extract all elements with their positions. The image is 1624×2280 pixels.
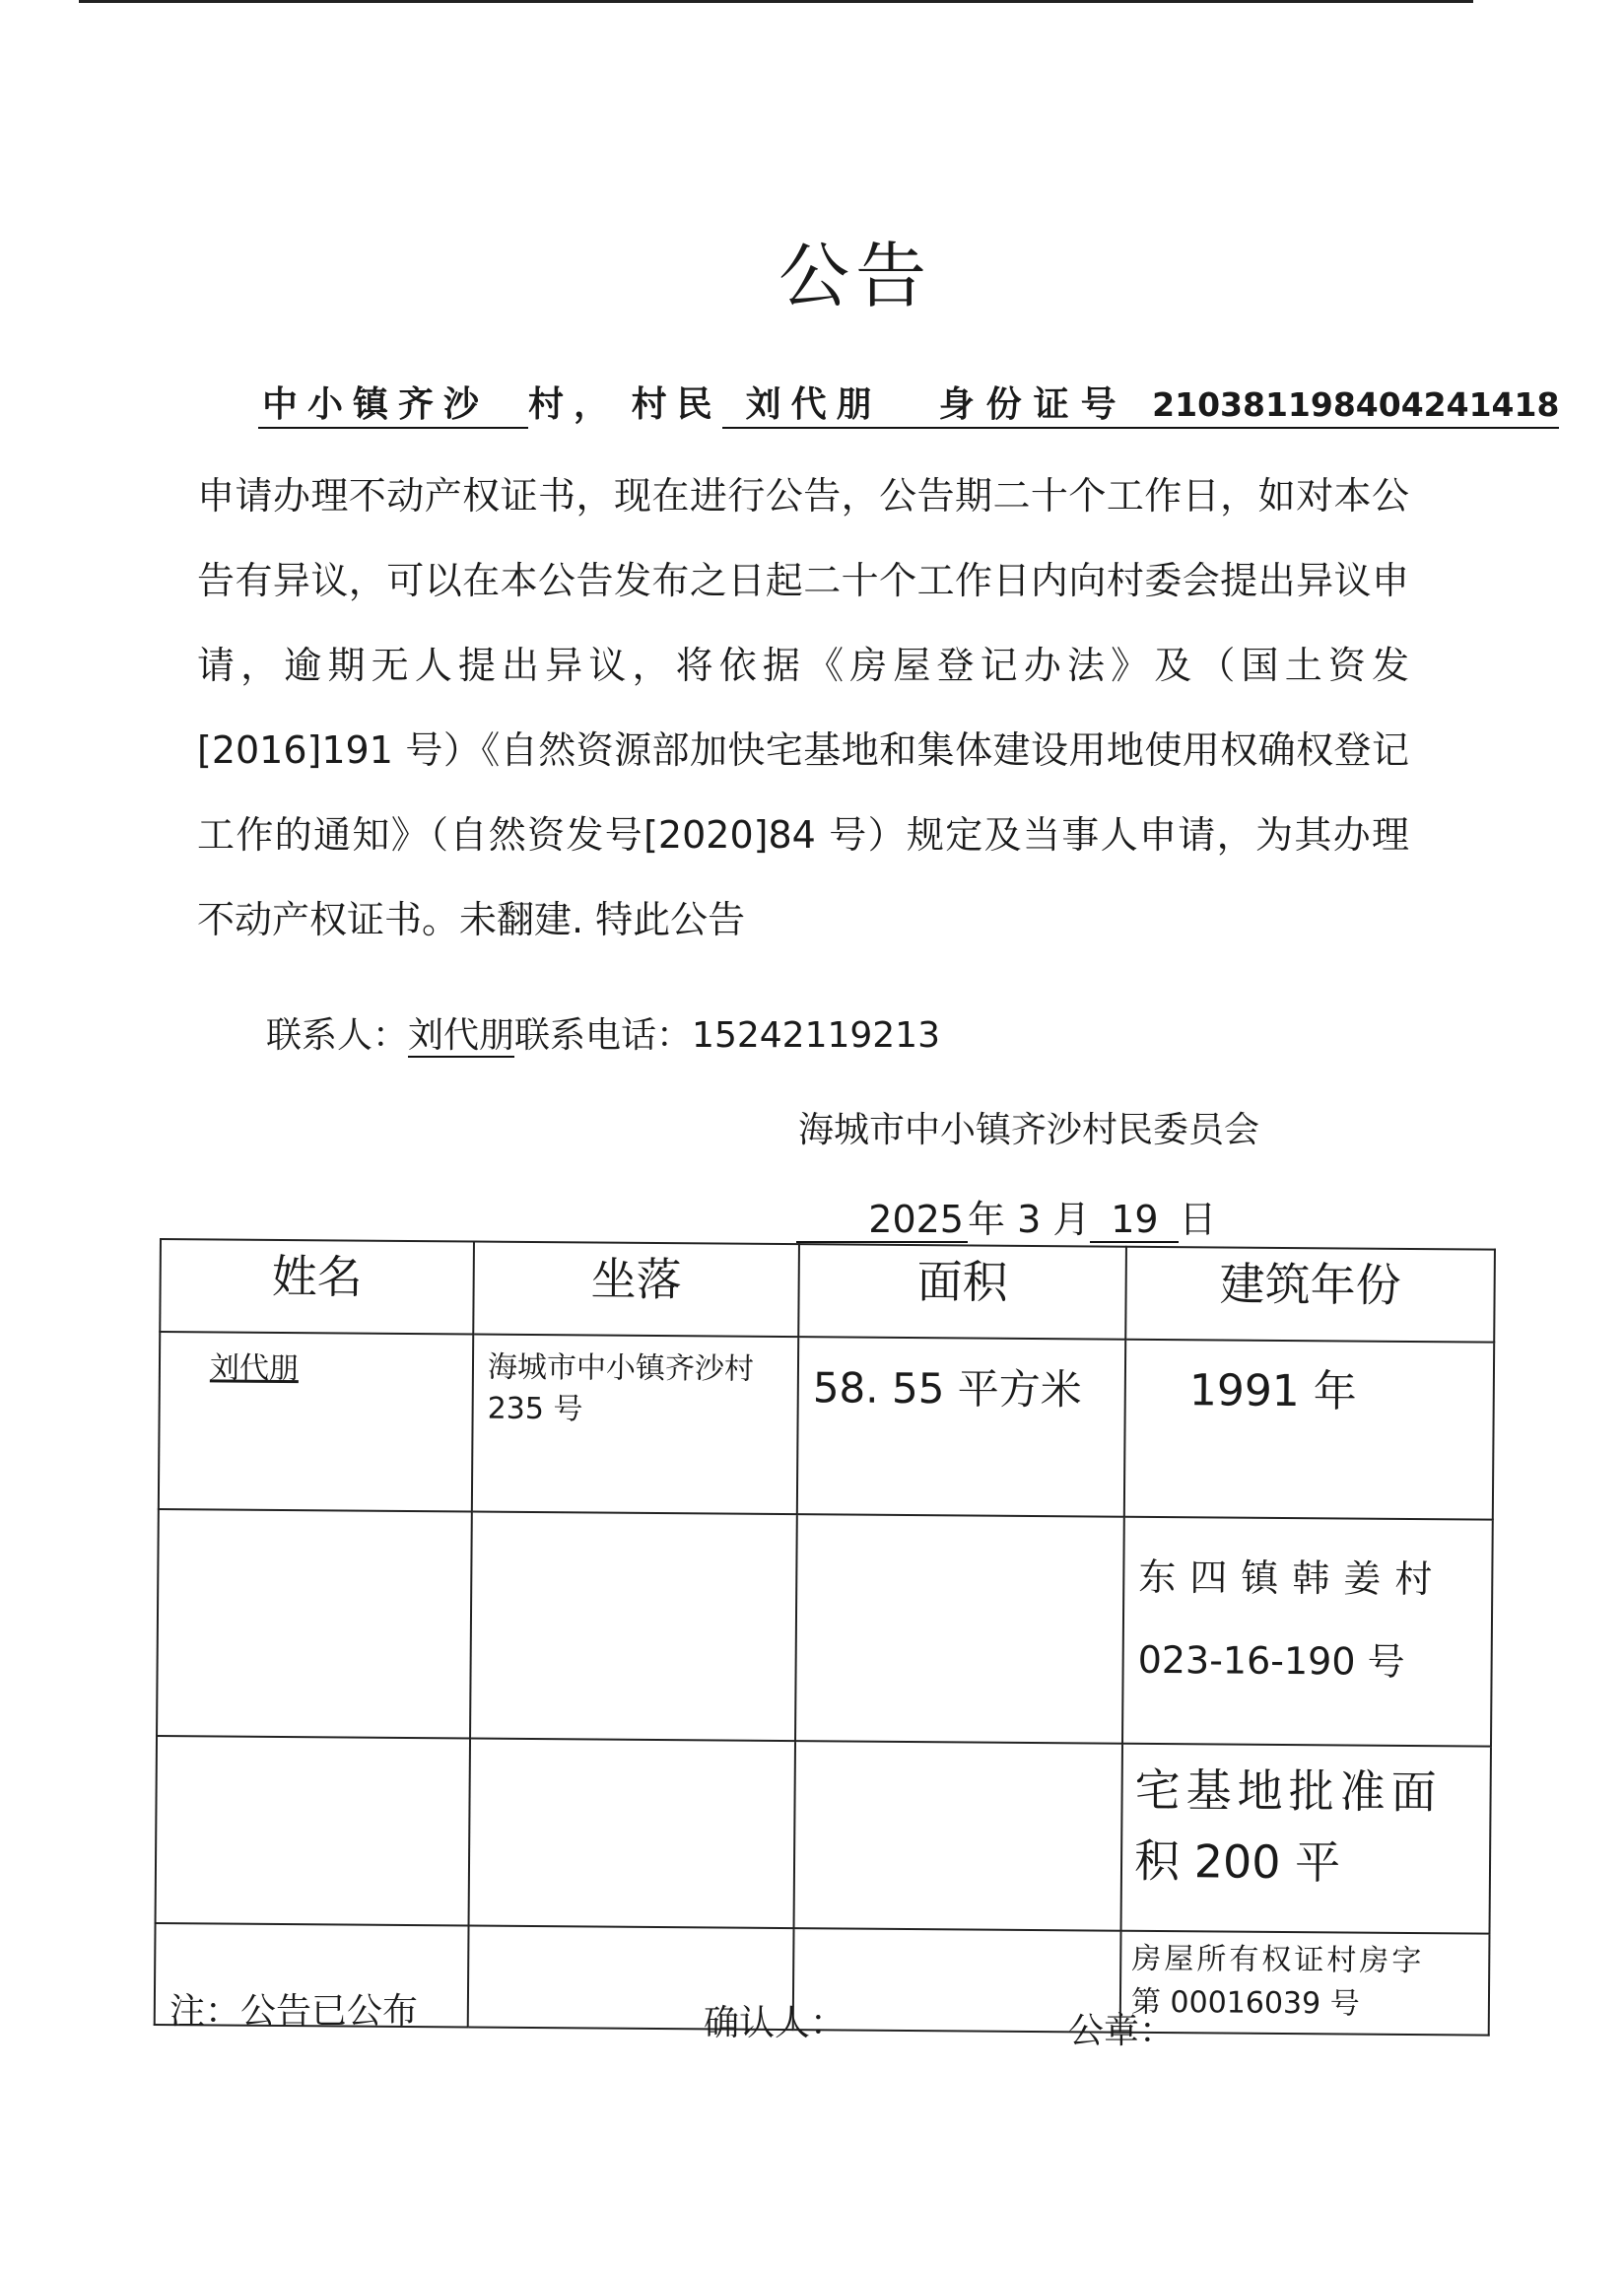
note-village-line1: 东四镇韩姜村 xyxy=(1138,1555,1447,1602)
date-year: 2025 xyxy=(796,1198,968,1243)
date-day-unit: 日 xyxy=(1179,1198,1217,1241)
applicant-name-field xyxy=(722,382,923,429)
table-row xyxy=(159,1332,1494,1520)
id-number: 210381198404241418 xyxy=(1152,385,1560,424)
seal-label: 公章： xyxy=(1068,2011,1176,2051)
empty-cell xyxy=(156,1736,470,1925)
contact-label: 联系人： xyxy=(266,1015,409,1056)
note-certificate-line1: 房屋所有权证村房字 xyxy=(1131,1941,1425,1979)
date-month: 3 xyxy=(1017,1198,1042,1241)
empty-cell xyxy=(795,1514,1124,1744)
header-name: 姓名 xyxy=(160,1239,474,1334)
id-label: 身份证号 xyxy=(938,384,1128,425)
empty-cell xyxy=(157,1509,472,1738)
id-field xyxy=(923,382,1560,429)
header-area: 面积 xyxy=(798,1244,1126,1340)
notice-title: 公告 xyxy=(778,235,933,317)
empty-cell xyxy=(469,1738,795,1928)
cell-note-certificate xyxy=(1120,1931,1490,2036)
phone-number: 15242119213 xyxy=(692,1015,940,1056)
cell-note-village xyxy=(1122,1517,1493,1747)
cell-name: 刘代朋 xyxy=(159,1332,473,1511)
date-year-unit: 年 xyxy=(968,1198,1006,1241)
note-homestead-line2: 积 200 平 xyxy=(1133,1833,1341,1890)
footer-note: 注：公告已公布 xyxy=(169,1991,419,2032)
issue-date xyxy=(796,1189,1216,1243)
contact-line xyxy=(266,1007,940,1058)
note-village-line2: 023-16-190 号 xyxy=(1137,1637,1405,1684)
town-village-field: 中小镇齐沙 xyxy=(258,382,528,429)
empty-cell xyxy=(794,1741,1122,1931)
empty-cell xyxy=(470,1511,797,1741)
note-certificate-line2: 第 00016039 号 xyxy=(1130,1984,1360,2022)
cell-build-year: 1991 年 xyxy=(1124,1340,1494,1520)
applicant-name: 刘代朋 xyxy=(745,384,882,425)
top-border-line xyxy=(79,0,1473,3)
issuer-org: 海城市中小镇齐沙村民委员会 xyxy=(798,1110,1260,1150)
table-row xyxy=(156,1736,1491,1934)
cell-area: 58. 55 平方米 xyxy=(797,1337,1125,1517)
date-month-unit: 月 xyxy=(1052,1198,1091,1241)
notice-body: 申请办理不动产权证书，现在进行公告，公告期二十个工作日，如对本公告有异议，可以在本公告发布之日起二十个工作日内向村委会提出异议申请，逾期无人提出异议，将依据《房屋登记办法》及（国土资发[2016]191 号）《自然资源部加快宅基地和集体建设用地使用权确权登记工作的通知》（自然资发号[2020]84 号）规定及当事人申请，为其办理不动产权证书。未翻建. 特此公告 xyxy=(197,474,1409,941)
header-location: 坐落 xyxy=(473,1242,799,1338)
cell-note-homestead xyxy=(1121,1744,1491,1934)
table-header-row xyxy=(160,1239,1495,1343)
property-table xyxy=(154,1238,1496,2037)
cell-location: 海城市中小镇齐沙村 235 号 xyxy=(472,1335,798,1515)
contact-name: 刘代朋 xyxy=(408,1015,515,1056)
confirmer-label: 确认人： xyxy=(704,2003,846,2043)
village-suffix: 村， xyxy=(528,384,620,425)
date-day: 19 xyxy=(1090,1198,1179,1243)
note-homestead-line1: 宅基地批准面 xyxy=(1134,1762,1443,1820)
header-build-year: 建筑年份 xyxy=(1125,1247,1495,1343)
villager-label: 村民 xyxy=(631,384,722,425)
applicant-line xyxy=(258,377,1559,429)
table-row xyxy=(157,1509,1493,1747)
phone-label: 联系电话： xyxy=(514,1015,693,1056)
